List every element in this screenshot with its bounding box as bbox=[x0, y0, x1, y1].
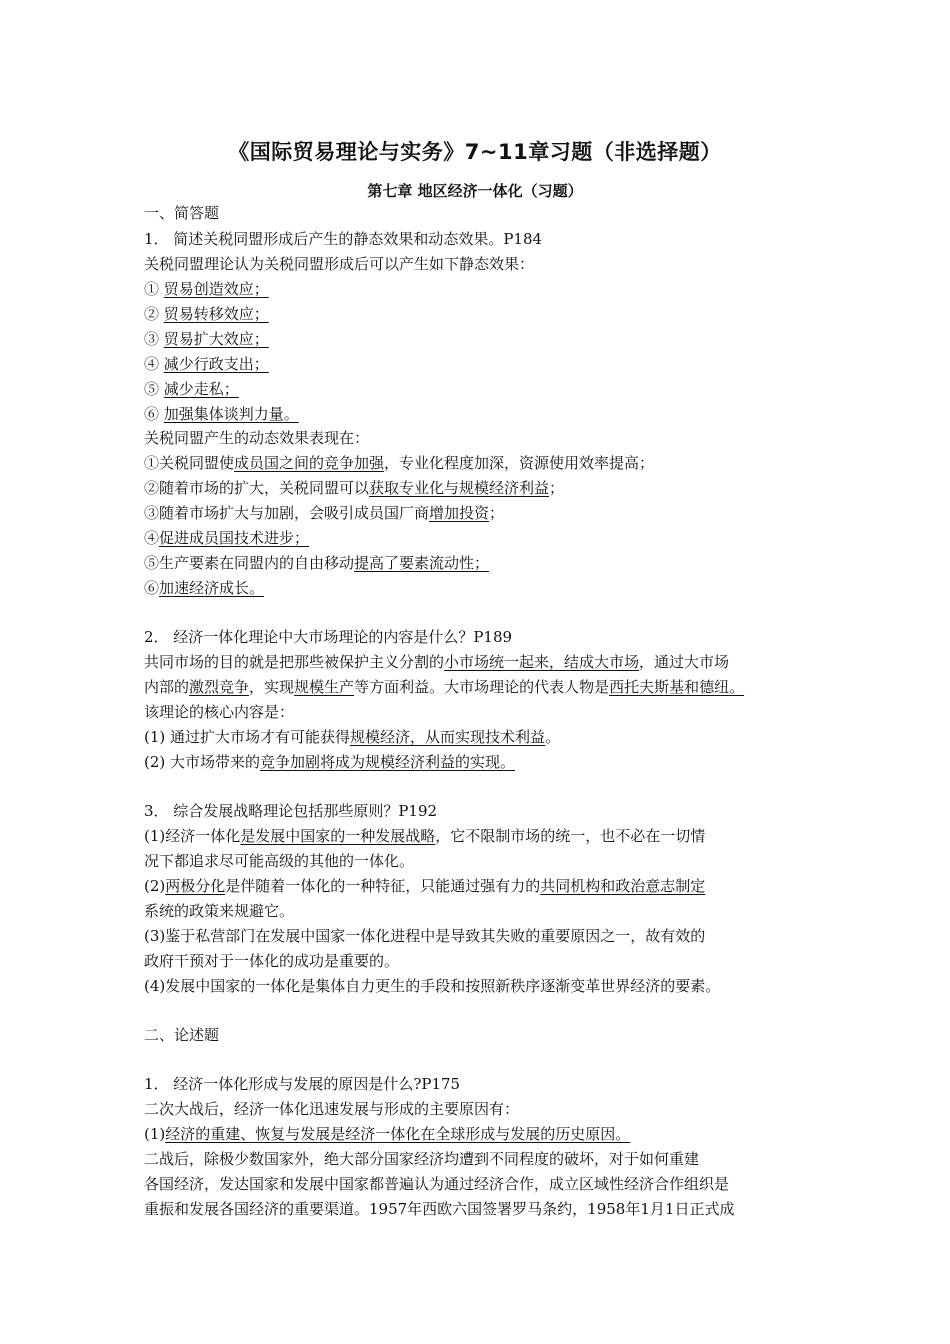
text-line bbox=[144, 800, 437, 822]
text-line bbox=[144, 626, 512, 648]
text-line bbox=[144, 875, 705, 897]
text-segment: 各国经济，发达国家和发展中国家都普遍认为通过经济合作，成立区域性经济合作组织是 bbox=[144, 1175, 730, 1193]
text-line bbox=[144, 403, 299, 425]
text-line bbox=[144, 477, 564, 499]
text-segment: (4)发展中国家的一体化是集体自力更生的手段和按照新秩序逐渐变革世界经济的要素。 bbox=[144, 977, 721, 995]
document-title: 《国际贸易理论与实务》7~11章习题（非选择题） bbox=[228, 140, 722, 164]
text-line bbox=[144, 651, 729, 673]
underlined-text: 贸易转移效应； bbox=[163, 305, 269, 323]
underlined-text: 减少走私； bbox=[163, 380, 239, 398]
text-segment: ； bbox=[549, 479, 565, 497]
text-segment: (3)鉴于私营部门在发展中国家一体化进程中是导致其失败的重要原因之一，故有效的 bbox=[144, 927, 706, 945]
text-line bbox=[144, 328, 269, 350]
text-segment: 一、简答题 bbox=[144, 204, 220, 222]
text-line bbox=[144, 825, 705, 847]
text-segment: ⑤生产要素在同盟内的自由移动 bbox=[144, 554, 355, 572]
text-segment: ③ bbox=[144, 330, 164, 348]
underlined-text: 贸易创造效应； bbox=[163, 280, 269, 298]
underlined-text: 加强集体谈判力量。 bbox=[163, 405, 299, 423]
underlined-text: 促进成员国技术进步； bbox=[159, 529, 310, 547]
text-segment: 二、论述题 bbox=[144, 1026, 220, 1044]
text-segment: ④ bbox=[144, 355, 164, 373]
text-segment: ②随着市场的扩大，关税同盟可以 bbox=[144, 479, 370, 497]
text-line bbox=[144, 925, 705, 947]
underlined-text: 竞争加剧将成为规模经济利益的实现。 bbox=[260, 753, 516, 771]
text-line bbox=[144, 353, 269, 375]
text-segment: (1)经济一体化 bbox=[144, 827, 241, 845]
text-line bbox=[144, 850, 414, 872]
text-segment: 3． 综合发展战略理论包括那些原则？P192 bbox=[144, 802, 438, 820]
text-segment: ，它不限制市场的统一，也不必在一切情 bbox=[435, 827, 706, 845]
underlined-text: 两极分化 bbox=[165, 877, 226, 895]
text-segment: 1． 经济一体化形成与发展的原因是什么?P175 bbox=[144, 1075, 461, 1093]
text-line bbox=[144, 975, 720, 997]
text-segment: 二次大战后，经济一体化迅速发展与形成的主要原因有： bbox=[144, 1100, 520, 1118]
text-line bbox=[144, 900, 294, 922]
text-segment: 共同市场的目的就是把那些被保护主义分割的 bbox=[144, 653, 445, 671]
underlined-text: 是发展中国家的一种发展战略 bbox=[240, 827, 436, 845]
text-segment: 重振和发展各国经济的重要渠道。1957年西欧六国签署罗马条约，1958年1月1日正式成 bbox=[144, 1200, 735, 1218]
text-line bbox=[144, 1024, 219, 1046]
text-segment: ③随着市场扩大与加剧，会吸引成员国厂商 bbox=[144, 504, 430, 522]
underlined-text: 共同机构和政治意志制定 bbox=[540, 877, 706, 895]
text-line bbox=[144, 676, 744, 698]
text-segment: ④ bbox=[144, 529, 160, 547]
text-line bbox=[144, 1098, 519, 1120]
text-line bbox=[144, 701, 294, 723]
text-segment: ⑥ bbox=[144, 579, 160, 597]
text-line bbox=[144, 378, 239, 400]
text-segment: ，实现 bbox=[249, 678, 295, 696]
text-segment: ； bbox=[489, 504, 505, 522]
underlined-text: 规模经济，从而实现 bbox=[350, 728, 486, 746]
text-segment: 关税同盟产生的动态效果表现在： bbox=[144, 429, 370, 447]
text-segment: 二战后，除极少数国家外，绝大部分国家经济均遭到不同程度的破坏，对于如何重建 bbox=[144, 1150, 700, 1168]
text-line bbox=[144, 1123, 630, 1145]
text-line bbox=[144, 527, 309, 549]
underlined-text: 规模生产 bbox=[294, 678, 355, 696]
text-segment: 。 bbox=[545, 728, 561, 746]
underlined-text: 提高了要素流动性； bbox=[354, 554, 490, 572]
text-segment: ，专业化程度加深，资源使用效率提高； bbox=[384, 454, 655, 472]
text-line bbox=[144, 552, 489, 574]
text-segment: 关税同盟理论认为关税同盟形成后可以产生如下静态效果： bbox=[144, 255, 535, 273]
text-segment: (1) 通过扩大市场才有可能获得 bbox=[144, 728, 351, 746]
text-segment: ，通过大市场 bbox=[639, 653, 730, 671]
text-line bbox=[144, 577, 264, 599]
text-segment: (2) 大市场带来的 bbox=[144, 753, 261, 771]
text-line bbox=[144, 726, 560, 748]
text-line bbox=[144, 228, 542, 250]
text-line bbox=[144, 253, 534, 275]
text-line bbox=[144, 502, 504, 524]
text-line bbox=[144, 950, 399, 972]
text-line bbox=[144, 303, 269, 325]
text-line bbox=[144, 452, 654, 474]
text-segment: 内部的 bbox=[144, 678, 190, 696]
chapter-heading: 第七章 地区经济一体化（习题） bbox=[367, 182, 583, 200]
text-segment: 1． 简述关税同盟形成后产生的静态效果和动态效果。P184 bbox=[144, 230, 543, 248]
text-segment: ①关税同盟使 bbox=[144, 454, 235, 472]
text-line bbox=[144, 427, 369, 449]
text-segment: ⑤ bbox=[144, 380, 164, 398]
text-segment: 政府干预对于一体化的成功是重要的。 bbox=[144, 952, 400, 970]
text-line bbox=[144, 1073, 460, 1095]
underlined-text: 西托夫斯基和德纽。 bbox=[609, 678, 745, 696]
text-segment: 是伴随着一体化的一种特征，只能通过强有力的 bbox=[225, 877, 541, 895]
text-line bbox=[144, 202, 219, 224]
text-line bbox=[144, 1198, 734, 1220]
text-segment: ② bbox=[144, 305, 164, 323]
text-segment: (2) bbox=[144, 877, 166, 895]
underlined-text: 成员国之间的竞争加强 bbox=[234, 454, 385, 472]
text-segment: 该理论的核心内容是： bbox=[144, 703, 295, 721]
underlined-text: 增加投资 bbox=[429, 504, 490, 522]
text-segment: 2． 经济一体化理论中大市场理论的内容是什么？P189 bbox=[144, 628, 513, 646]
text-segment: 况下都追求尽可能高级的其他的一体化。 bbox=[144, 852, 415, 870]
underlined-text: 小市场统一起来，结成大市场 bbox=[444, 653, 640, 671]
underlined-text: 技术利益 bbox=[485, 728, 546, 746]
text-segment: (1) bbox=[144, 1125, 166, 1143]
text-segment: 系统的政策来规避它。 bbox=[144, 902, 295, 920]
underlined-text: 获取专业化与规模经济利益 bbox=[369, 479, 550, 497]
underlined-text: 加速经济成长。 bbox=[159, 579, 265, 597]
underlined-text: 激烈竞争 bbox=[189, 678, 250, 696]
text-line bbox=[144, 278, 269, 300]
underlined-text: 经济的重建、恢复与发展是经济一体化在全球形成与发展的历史原因。 bbox=[165, 1125, 631, 1143]
text-segment: ⑥ bbox=[144, 405, 164, 423]
text-line bbox=[144, 751, 515, 773]
underlined-text: 减少行政支出； bbox=[163, 355, 269, 373]
underlined-text: 贸易扩大效应； bbox=[163, 330, 269, 348]
text-segment: 等方面利益。大市场理论的代表人物是 bbox=[354, 678, 610, 696]
text-line bbox=[144, 1173, 729, 1195]
text-line bbox=[144, 1148, 699, 1170]
text-segment: ① bbox=[144, 280, 164, 298]
